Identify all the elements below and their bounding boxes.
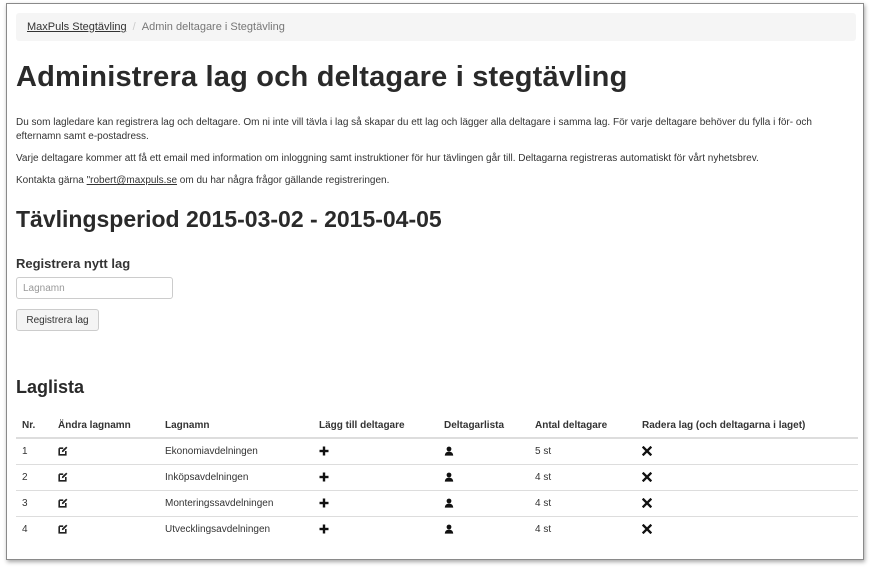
participant-count: 4 st [529,491,636,517]
breadcrumb-home-link[interactable]: MaxPuls Stegtävling [27,21,127,33]
add-cell [313,465,438,491]
edit-icon[interactable] [58,524,68,534]
team-list-heading: Laglista [16,377,85,397]
table-row [16,438,858,465]
col-header-delete: Radera lag (och deltagarna i laget) [636,413,858,438]
team-name: Utvecklingsavdelningen [159,517,313,543]
participants-cell [438,465,529,491]
competition-period-title: Tävlingsperiod 2015-03-02 - 2015-04-05 [16,206,442,232]
team-table [16,413,858,542]
contact-suffix: om du har några frågor gällande registreringen. [177,175,390,186]
delete-cell [636,438,858,465]
user-icon[interactable] [444,472,454,482]
intro-paragraph-3 [16,174,854,188]
delete-cell [636,517,858,543]
add-cell [313,438,438,465]
intro-paragraph-2: Varje deltagare kommer att få ett email med information om inloggning samt instruktioner för hur tävlingen går till. Deltagarna registreras automatiskt för vårt nyhetsbrev. [16,153,759,164]
edit-icon[interactable] [58,446,68,456]
rename-cell [52,491,159,517]
table-row [16,491,858,517]
participant-count: 5 st [535,446,552,457]
participants-cell [438,491,529,517]
table-row [16,517,858,543]
col-header-add: Lägg till deltagare [313,413,438,438]
participant-count: 4 st [529,465,636,491]
team-nr: 1 [22,446,28,457]
contact-prefix: Kontakta gärna [16,175,87,186]
remove-icon[interactable] [642,446,652,456]
delete-cell [636,491,858,517]
user-icon[interactable] [444,498,454,508]
plus-icon[interactable] [319,498,329,508]
add-cell [313,491,438,517]
team-name: Ekonomiavdelningen [165,446,258,457]
col-header-nr: Nr. [16,413,52,438]
edit-icon[interactable] [58,472,68,482]
register-team-button[interactable]: Registrera lag [16,309,99,331]
col-header-name: Lagnamn [159,413,313,438]
page-title: Administrera lag och deltagare i stegtävling [16,61,628,93]
team-name: Monteringssavdelningen [159,491,313,517]
remove-icon[interactable] [642,498,652,508]
plus-icon[interactable] [319,524,329,534]
remove-icon[interactable] [642,524,652,534]
plus-icon[interactable] [319,446,329,456]
col-header-rename: Ändra lagnamn [52,413,159,438]
add-cell [313,517,438,543]
team-nr: 4 [16,517,52,543]
table-header-row [16,413,858,438]
edit-icon[interactable] [58,498,68,508]
breadcrumb-current: Admin deltagare i Stegtävling [141,21,285,33]
team-name: Inköpsavdelningen [159,465,313,491]
breadcrumb-separator: / [132,21,136,33]
contact-email-link[interactable]: "robert@maxpuls.se [86,175,178,186]
rename-cell [52,517,159,543]
col-header-count: Antal deltagare [529,413,636,438]
remove-icon[interactable] [642,472,652,482]
team-nr: 3 [16,491,52,517]
team-name-input[interactable] [16,277,173,299]
user-icon[interactable] [444,524,454,534]
delete-cell [636,465,858,491]
register-team-heading: Registrera nytt lag [16,256,131,271]
participant-count: 4 st [529,517,636,543]
participants-cell [438,517,529,543]
participants-cell [438,438,529,465]
table-row [16,465,858,491]
intro-paragraph-1: Du som lagledare kan registrera lag och deltagare. Om ni inte vill tävla i lag så skapar du ett lag och lägger alla deltagare i samma lag. För varje deltagare behöver du fylla i för- och efternamn samt e-postadress. [16,117,812,142]
breadcrumb [16,13,856,41]
plus-icon[interactable] [319,472,329,482]
page-frame [6,3,864,560]
intro-text [16,116,854,196]
team-nr: 2 [16,465,52,491]
rename-cell [52,438,159,465]
rename-cell [52,465,159,491]
col-header-participants: Deltagarlista [438,413,529,438]
user-icon[interactable] [444,446,454,456]
